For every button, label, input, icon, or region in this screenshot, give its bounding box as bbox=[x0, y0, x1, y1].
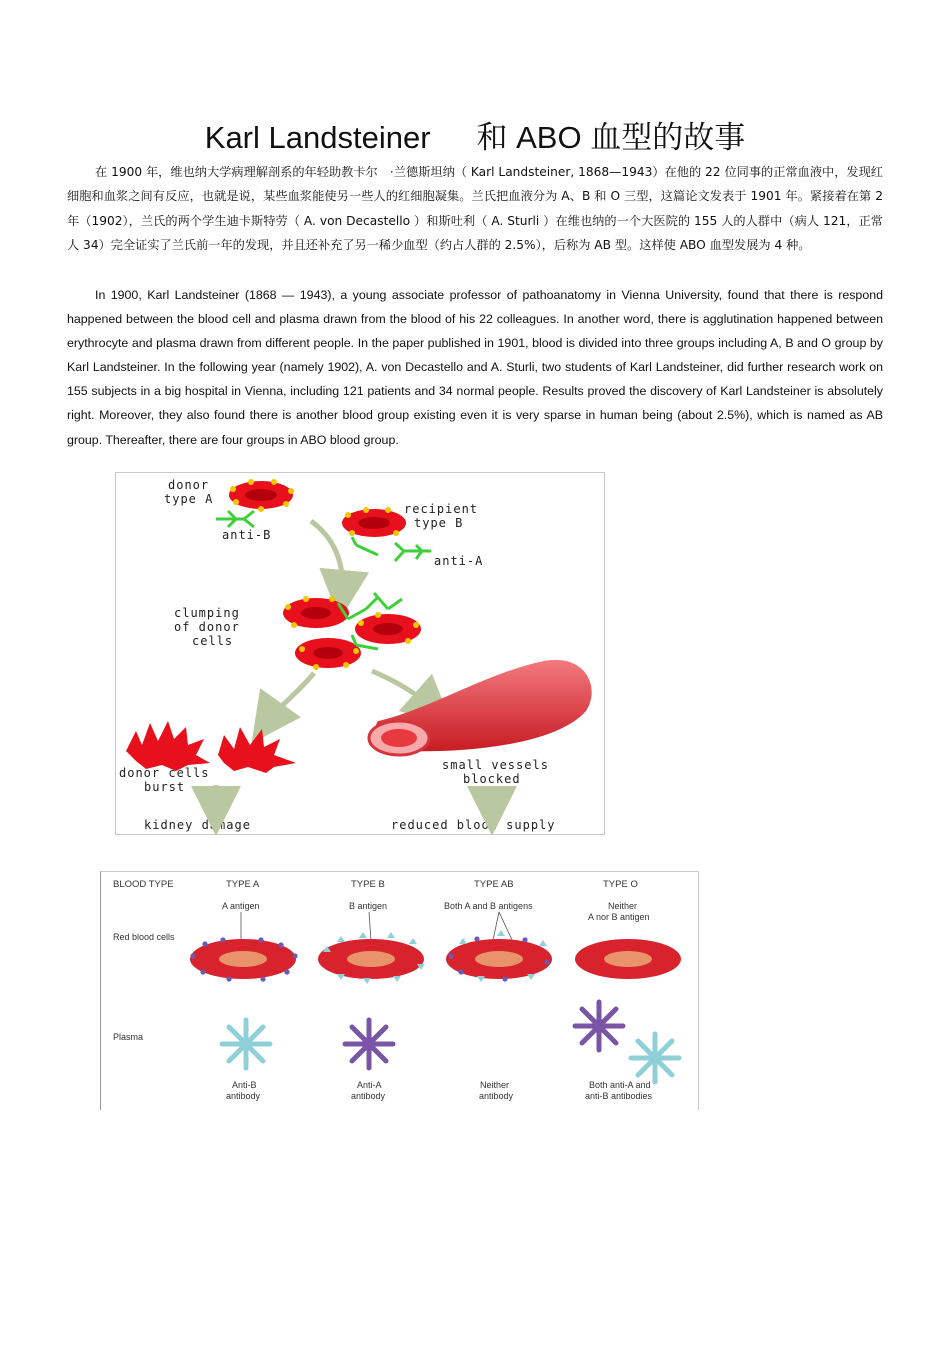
recipient-label-1: recipient bbox=[404, 502, 479, 516]
burst-label-1: donor cells bbox=[119, 766, 210, 780]
clumping-label-2: of donor bbox=[174, 620, 240, 634]
english-paragraph: In 1900, Karl Landsteiner (1868 — 1943), a young associate professor of pathoanatomy in Vienna University, found that there is respond happened between the blood cell and plasma drawn from the blood of his 22 colleagues. In another word, there is agglutination happened between erythrocyte and plasma drawn from different people. In the paper published in 1901, blood is divided into three groups including A, B and O group by Karl Landsteiner. In the following year (namely 1902), A. von Decastello and A. Sturli, two students of Karl Landsteiner, did further research work on 155 subjects in a big hospital in Vienna, including 121 patients and 34 normal people. Results proved the discovery of Karl Landsteiner is absolutely right. Moreover, they also found there is another blood group existing even it is very sparse in human being (about 2.5%), which is named as AB group. Thereafter, there are four groups in ABO blood group. bbox=[67, 288, 883, 447]
vessels-label-1: small vessels bbox=[442, 758, 549, 772]
reduced-supply-label: reduced blood supply bbox=[391, 818, 556, 832]
type-a-header: TYPE A bbox=[226, 879, 260, 890]
anti-a-antibody bbox=[352, 537, 431, 561]
anti-a-label: anti-A bbox=[434, 554, 484, 568]
chinese-paragraph: 在 1900 年，维也纳大学病理解剖系的年轻助教卡尔 ·兰德斯坦纳（ Karl Landsteiner, 1868—1943）在他的 22 位同事的正常血液中，发现红细胞和血浆之间有反应，也就是说，某些血浆能使另一些人的红细胞凝集。兰氏把血液分为 A、B 和 O 三型，这篇论文发表于 1901 年。紧接着在第 2 年（1902），兰氏的两个学生迪卡斯特劳（ A. von Decastello ）和斯吐利（ A. Sturli ）在维也纳的一个大医院的 155 人的人群中（病人 121，正常人 34）完全证实了兰氏前一年的发现，并且还补充了另一稀少血型（约占人群的 2.5%），后称为 AB 型。这样使 ABO 血型发展为 4 种。 bbox=[67, 165, 883, 252]
both-caption-2: anti-B antibodies bbox=[585, 1091, 653, 1101]
donor-cell-type-a bbox=[229, 479, 294, 512]
neither-caption-2: antibody bbox=[479, 1091, 514, 1101]
ab-antigens-label: Both A and B antigens bbox=[444, 901, 533, 911]
burst-label-2: burst bbox=[144, 780, 186, 794]
o-antigen-label-2: A nor B antigen bbox=[588, 912, 650, 922]
clumping-label-1: clumping bbox=[174, 606, 240, 620]
blocked-blood-vessel bbox=[369, 660, 592, 755]
type-a-red-cell bbox=[190, 937, 298, 981]
anti-a-caption-2: antibody bbox=[351, 1091, 386, 1101]
neither-caption-1: Neither bbox=[480, 1080, 510, 1090]
anti-a-antibody-icon bbox=[345, 1020, 393, 1068]
vessels-label-2: blocked bbox=[463, 772, 521, 786]
abo-blood-types-figure bbox=[100, 871, 699, 1110]
arrow-to-burst bbox=[266, 673, 314, 723]
page-title bbox=[0, 112, 950, 157]
type-b-red-cell bbox=[318, 932, 425, 984]
both-caption-1: Both anti-A and bbox=[589, 1080, 651, 1090]
type-o-header: TYPE O bbox=[603, 879, 638, 890]
arrow-to-clump bbox=[311, 521, 342, 595]
recipient-cell-type-b bbox=[342, 507, 406, 537]
title-english: Karl Landsteiner bbox=[204, 120, 431, 155]
transfusion-reaction-figure bbox=[115, 472, 605, 835]
anti-b-antibody-icon bbox=[222, 1020, 270, 1068]
type-ab-header: TYPE AB bbox=[474, 879, 514, 890]
type-b-header: TYPE B bbox=[351, 879, 385, 890]
anti-b-label: anti-B bbox=[222, 528, 272, 542]
title-chinese: 和 ABO 血型的故事 bbox=[476, 120, 746, 155]
b-antigen-label: B antigen bbox=[349, 901, 388, 911]
donor-label-2: type A bbox=[164, 492, 214, 506]
type-o-red-cell bbox=[575, 939, 681, 979]
anti-b-caption-1: Anti-B bbox=[232, 1080, 257, 1090]
blood-type-header: BLOOD TYPE bbox=[113, 879, 174, 890]
arrow-to-vessel bbox=[372, 671, 434, 709]
clumping-label-3: cells bbox=[192, 634, 234, 648]
a-antigen-label: A antigen bbox=[222, 901, 260, 911]
type-o-anti-b-icon bbox=[631, 1034, 679, 1082]
o-antigen-label-1: Neither bbox=[608, 901, 638, 911]
red-cells-label: Red blood cells bbox=[113, 932, 175, 942]
recipient-label-2: type B bbox=[414, 516, 464, 530]
clumped-donor-cells bbox=[283, 593, 421, 670]
type-ab-red-cell bbox=[446, 930, 552, 982]
anti-b-caption-2: antibody bbox=[226, 1091, 261, 1101]
anti-a-caption-1: Anti-A bbox=[357, 1080, 382, 1090]
burst-donor-cells bbox=[126, 721, 296, 773]
anti-b-antibody bbox=[216, 511, 254, 527]
plasma-label: Plasma bbox=[113, 1032, 144, 1042]
donor-label-1: donor bbox=[168, 478, 210, 492]
type-o-anti-a-icon bbox=[575, 1002, 623, 1050]
kidney-damage-label: kidney damage bbox=[144, 818, 251, 832]
